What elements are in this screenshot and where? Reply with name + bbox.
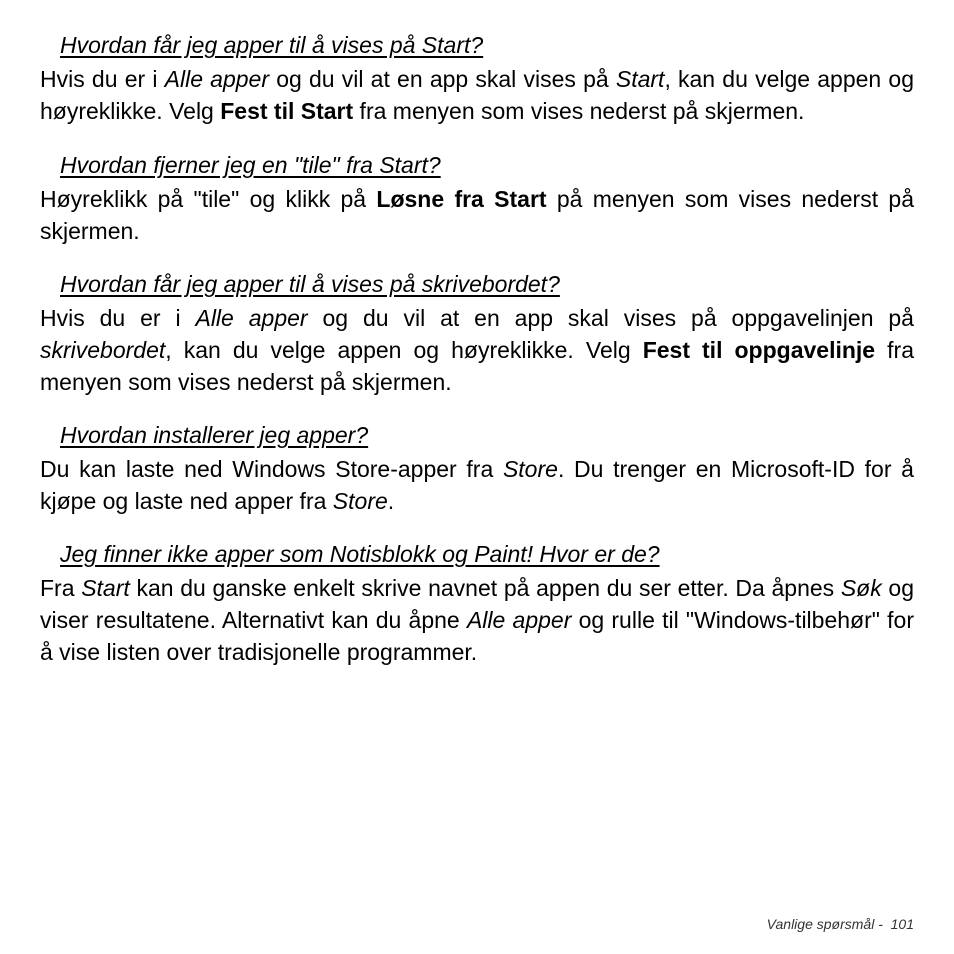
bold-text: Fest til Start (220, 98, 354, 124)
italic-text: skrivebordet (40, 337, 166, 363)
faq-answer (40, 63, 914, 127)
answer-text: Hvis du er i (40, 66, 165, 92)
answer-text: Fra (40, 575, 82, 601)
answer-text: . Du trenger en Microsoft-ID for å kjøpe og laste ned apper fra (40, 456, 914, 514)
page-number: 101 (890, 916, 914, 932)
answer-text: fra menyen som vises nederst på skjermen. (40, 337, 914, 395)
italic-text: Alle apper (164, 66, 270, 92)
faq-section (40, 269, 914, 398)
faq-answer (40, 453, 914, 517)
italic-text: Alle apper (195, 305, 308, 331)
faq-question: Hvordan fjerner jeg en "tile" fra Start? (60, 152, 441, 178)
answer-text: og du vil at en app skal vises på (269, 66, 616, 92)
italic-text: Store (332, 488, 388, 514)
faq-answer (40, 572, 914, 668)
faq-section (40, 150, 914, 247)
faq-section (40, 420, 914, 517)
faq-section (40, 30, 914, 127)
faq-answer (40, 302, 914, 398)
faq-question: Hvordan installerer jeg apper? (60, 422, 369, 448)
answer-text: . (387, 488, 395, 514)
faq-question: Hvordan får jeg apper til å vises på Start? (60, 32, 484, 58)
answer-text: Hvis du er i (40, 305, 196, 331)
faq-section (40, 539, 914, 668)
faq-content (40, 30, 914, 668)
answer-text: og du vil at en app skal vises på oppgavelinjen på (307, 305, 914, 331)
italic-text: Start (615, 66, 665, 92)
italic-text: Store (502, 456, 558, 482)
answer-text: på menyen som vises nederst på skjermen. (40, 186, 914, 244)
italic-text: Start (81, 575, 130, 601)
footer-section-name: Vanlige spørsmål - (766, 916, 883, 932)
answer-text: , kan du velge appen og høyreklikke. Velg (40, 66, 914, 124)
faq-answer (40, 183, 914, 247)
page-footer (767, 916, 914, 932)
answer-text: kan du ganske enkelt skrive navnet på appen du ser etter. Da åpnes (129, 575, 841, 601)
answer-text: og rulle til "Windows-tilbehør" for å vise listen over tradisjonelle programmer. (40, 607, 914, 665)
bold-text: Løsne fra Start (376, 186, 547, 212)
faq-question: Jeg finner ikke apper som Notisblokk og Paint! Hvor er de? (60, 541, 660, 567)
faq-question: Hvordan får jeg apper til å vises på skrivebordet? (60, 271, 560, 297)
bold-text: Fest til oppgavelinje (642, 337, 876, 363)
answer-text: Høyreklikk på "tile" og klikk på (40, 186, 377, 212)
answer-text: fra menyen som vises nederst på skjermen. (353, 98, 805, 124)
italic-text: Søk (840, 575, 882, 601)
answer-text: og viser resultatene. Alternativt kan du åpne (40, 575, 914, 633)
answer-text: , kan du velge appen og høyreklikke. Velg (165, 337, 643, 363)
answer-text: Du kan laste ned Windows Store-apper fra (40, 456, 503, 482)
italic-text: Alle apper (466, 607, 572, 633)
